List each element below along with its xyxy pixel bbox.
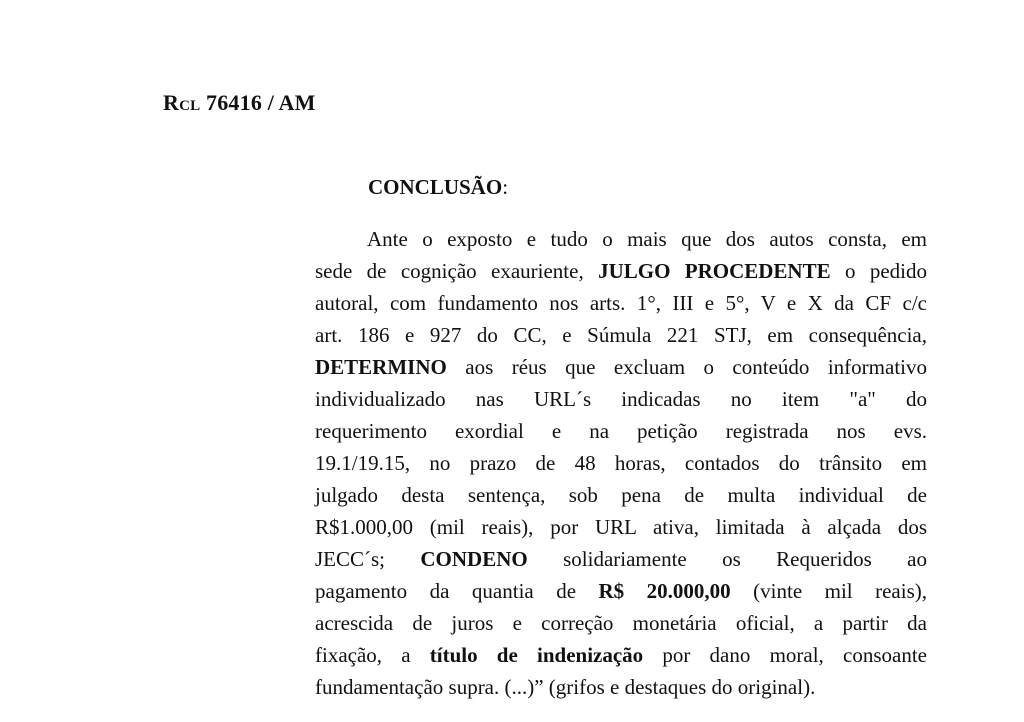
paragraph-line xyxy=(315,607,927,639)
bold-text-segment: CONDENO xyxy=(420,547,528,571)
text-segment: art. 186 e 927 do CC, e Súmula 221 STJ, em consequência, xyxy=(315,323,927,347)
paragraph-line xyxy=(315,383,927,415)
section-title-text: CONCLUSÃO xyxy=(368,175,503,199)
text-segment: (vinte mil reais), xyxy=(730,579,927,603)
paragraph-line xyxy=(315,511,927,543)
bold-text-segment: título de indenização xyxy=(429,643,644,667)
text-segment: aos réus que excluam o conteúdo informativo xyxy=(446,355,927,379)
text-segment: Ante o exposto e tudo o mais que dos autos consta, em xyxy=(367,227,927,251)
section-title-colon: : xyxy=(502,175,509,199)
text-segment: individualizado nas URL´s indicadas no item "a" do xyxy=(315,387,927,411)
paragraph-line xyxy=(315,319,927,351)
bold-text-segment: DETERMINO xyxy=(315,355,447,379)
paragraph-line xyxy=(315,479,927,511)
text-segment: R$1.000,00 (mil reais), por URL ativa, limitada à alçada dos xyxy=(315,515,927,539)
text-segment: fixação, a xyxy=(315,643,430,667)
paragraph-line xyxy=(315,543,927,575)
conclusion-paragraph xyxy=(315,223,927,703)
text-segment: fundamentação supra. (...)” (grifos e destaques do original). xyxy=(315,675,816,699)
paragraph-line xyxy=(315,447,927,479)
case-number: 76416 / AM xyxy=(206,90,316,115)
text-segment: solidariamente os Requeridos ao xyxy=(527,547,927,571)
paragraph-line xyxy=(315,351,927,383)
bold-text-segment: JULGO PROCEDENTE xyxy=(598,259,831,283)
paragraph-line xyxy=(315,639,927,671)
paragraph-line xyxy=(315,223,927,255)
paragraph-line xyxy=(315,575,927,607)
text-segment: pagamento da quantia de xyxy=(315,579,599,603)
text-segment: sede de cognição exauriente, xyxy=(315,259,599,283)
text-segment: julgado desta sentença, sob pena de multa individual de xyxy=(315,483,927,507)
text-segment: 19.1/19.15, no prazo de 48 horas, contados do trânsito em xyxy=(315,451,927,475)
paragraph-line xyxy=(315,287,927,319)
text-segment: JECC´s; xyxy=(315,547,421,571)
bold-text-segment: R$ 20.000,00 xyxy=(598,579,731,603)
text-segment: acrescida de juros e correção monetária oficial, a partir da xyxy=(315,611,927,635)
section-title xyxy=(368,175,508,200)
text-segment: por dano moral, consoante xyxy=(643,643,927,667)
case-prefix: Rcl xyxy=(163,90,201,115)
paragraph-line xyxy=(315,415,927,447)
text-segment: requerimento exordial e na petição registrada nos evs. xyxy=(315,419,927,443)
case-header xyxy=(163,90,316,116)
paragraph-line xyxy=(315,255,927,287)
text-segment: autoral, com fundamento nos arts. 1°, III e 5°, V e X da CF c/c xyxy=(315,291,927,315)
text-segment: o pedido xyxy=(830,259,927,283)
paragraph-line xyxy=(315,671,927,703)
